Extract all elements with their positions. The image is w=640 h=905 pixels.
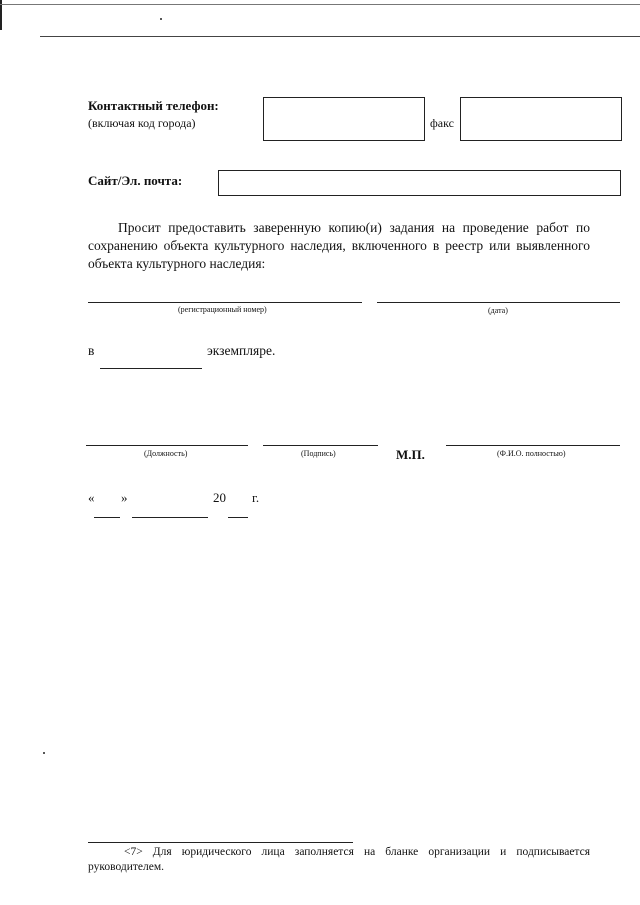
date-caption: (дата) bbox=[488, 306, 508, 315]
date-close-quote: » bbox=[121, 490, 128, 505]
site-email-label: Сайт/Эл. почта: bbox=[88, 173, 183, 188]
footnote-separator bbox=[88, 842, 353, 843]
day-line[interactable] bbox=[94, 517, 120, 518]
site-email-input[interactable] bbox=[218, 170, 621, 196]
year-suffix: г. bbox=[252, 490, 260, 505]
copies-suffix: экземпляре. bbox=[207, 343, 276, 358]
scan-top-line bbox=[0, 4, 640, 5]
stamp-label: М.П. bbox=[396, 447, 425, 462]
reg-number-caption: (регистрационный номер) bbox=[178, 305, 267, 314]
request-paragraph: Просит предоставить заверенную копию(и) задания на проведение работ по сохранению объекта культурного наследия, включенного в реестр или выявленного объекта культурного наследия: bbox=[88, 220, 590, 271]
scan-header-line bbox=[40, 36, 640, 37]
signature-caption: (Подпись) bbox=[301, 449, 336, 458]
phone-label: Контактный телефон: bbox=[88, 98, 219, 113]
scan-dot bbox=[43, 752, 45, 754]
copies-count-line[interactable] bbox=[100, 368, 202, 369]
footnote-text: <7> Для юридического лица заполняется на бланке организации и подписывается руководителем. bbox=[88, 846, 590, 873]
position-caption: (Должность) bbox=[144, 449, 188, 458]
year-prefix: 20 bbox=[213, 490, 226, 505]
fio-caption: (Ф.И.О. полностью) bbox=[497, 449, 566, 458]
phone-input[interactable] bbox=[263, 97, 425, 141]
fio-line[interactable] bbox=[446, 445, 620, 446]
year-line[interactable] bbox=[228, 517, 248, 518]
copies-prefix: в bbox=[88, 343, 95, 358]
scan-dot bbox=[160, 18, 162, 20]
position-line[interactable] bbox=[86, 445, 248, 446]
phone-hint: (включая код города) bbox=[88, 116, 196, 130]
signature-line[interactable] bbox=[263, 445, 378, 446]
fax-label: факс bbox=[430, 116, 454, 130]
date-open-quote: « bbox=[88, 490, 95, 505]
reg-number-line[interactable] bbox=[88, 302, 362, 303]
month-line[interactable] bbox=[132, 517, 208, 518]
fax-input[interactable] bbox=[460, 97, 622, 141]
date-line[interactable] bbox=[377, 302, 620, 303]
